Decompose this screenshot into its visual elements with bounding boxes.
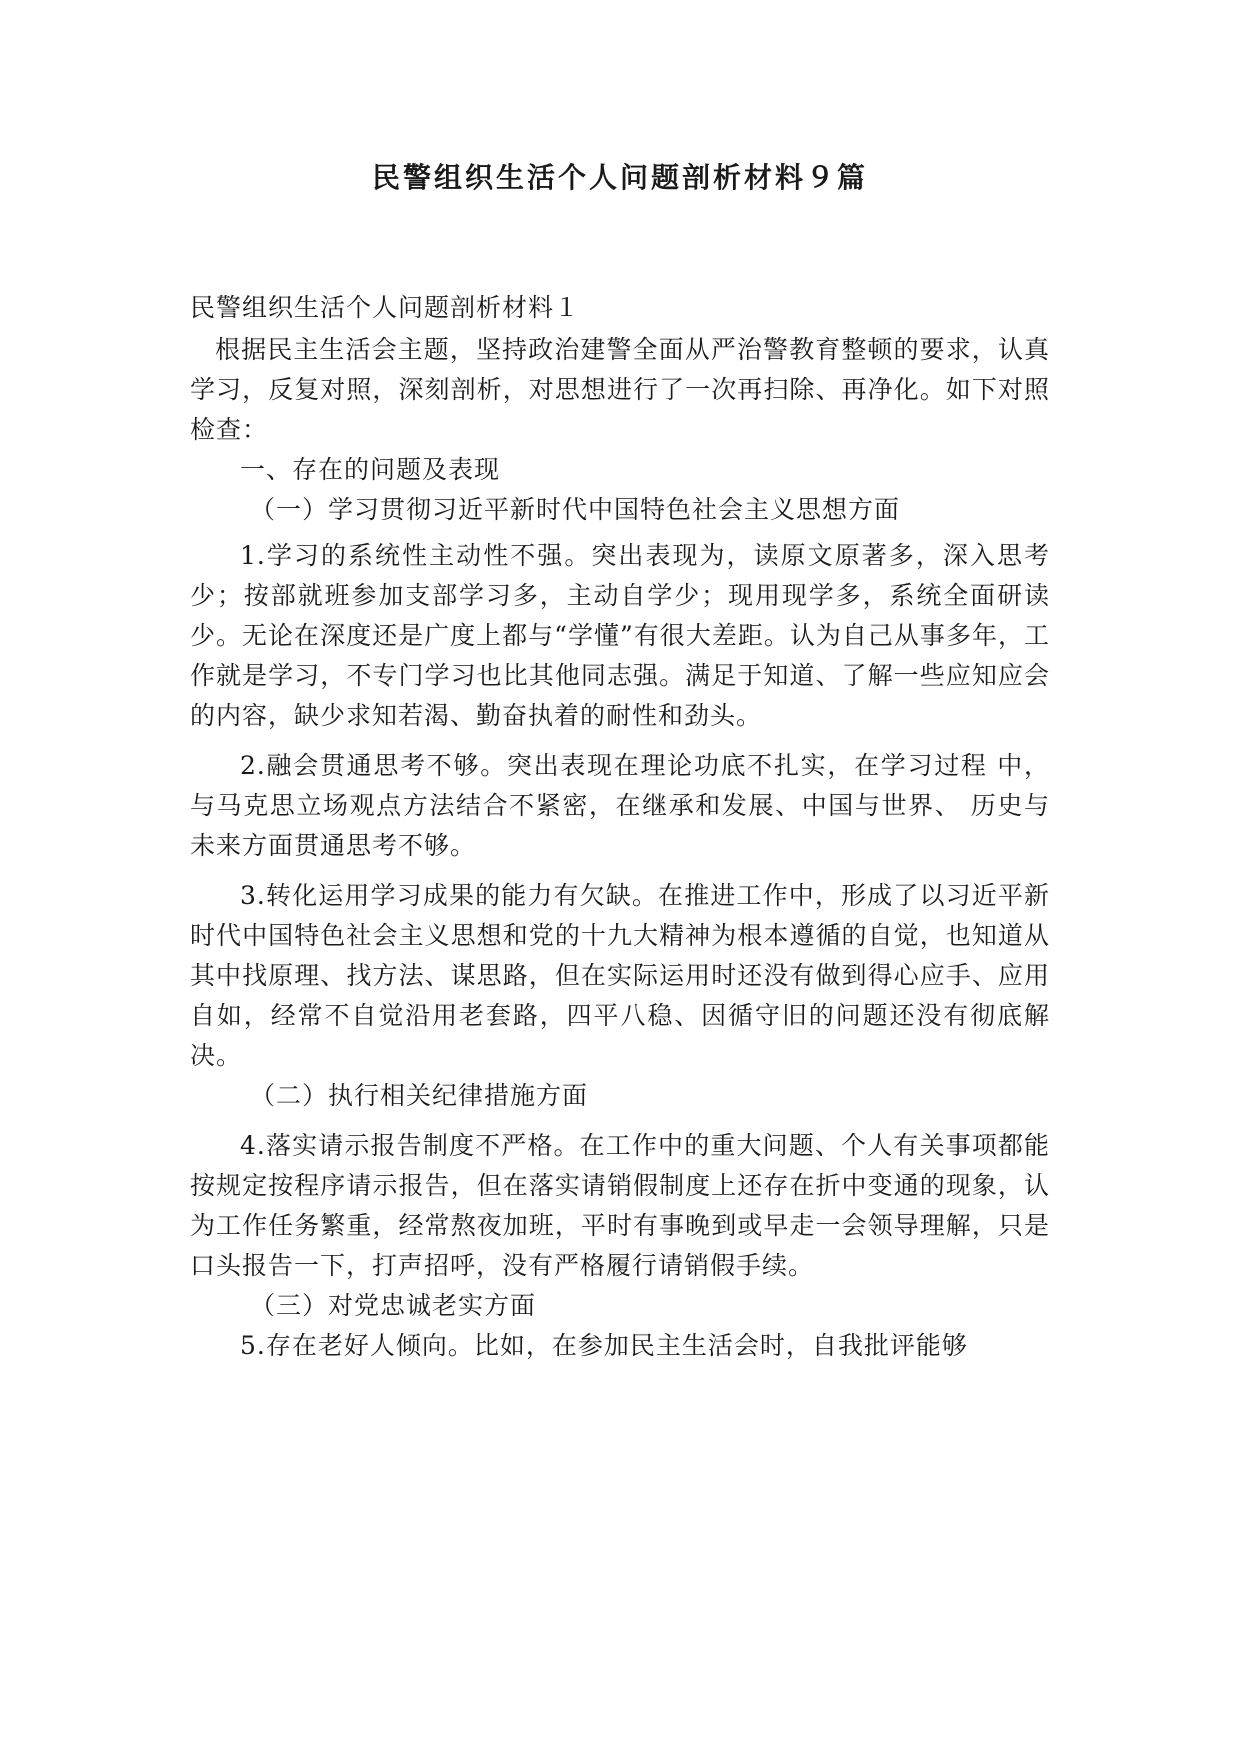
item-paragraph-3: 3.转化运用学习成果的能力有欠缺。在推进工作中，形成了以习近平新时代中国特色社会主义思想和党的十九大精神为根本遵循的自觉，也知道从其中找原理、找方法、谋思路，但在实际运用时还没有做到得心应手、应用自如，经常不自觉沿用老套路，四平八稳、因循守旧的问题还没有彻底解决。 bbox=[190, 881, 1050, 1070]
section-heading-1: 一、存在的问题及表现 bbox=[240, 455, 501, 484]
item-paragraph-1: 1.学习的系统性主动性不强。突出表现为，读原文原著多，深入思考少；按部就班参加支部学习多，主动自学少；现用现学多，系统全面研读少。无论在深度还是广度上都与“学懂”有很大差距。认为自己从事多年，工作就是学习，不专门学习也比其他同志强。满足于知道、了解一些应知应会的内容，缺少求知若渴、勤奋执着的耐性和劲头。 bbox=[190, 541, 1050, 730]
document-title: 民警组织生活个人问题剖析材料９篇 bbox=[371, 161, 868, 194]
item-paragraph-2: 2.融会贯通思考不够。突出表现在理论功底不扎实，在学习过程 中，与马克思立场观点方法结合不紧密，在继承和发展、中国与世界、 历史与未来方面贯通思考不够。 bbox=[190, 751, 1050, 860]
subsection-heading-2: （二）执行相关纪律措施方面 bbox=[250, 1081, 589, 1110]
item-paragraph-4: 4.落实请示报告制度不严格。在工作中的重大问题、个人有关事项都能按规定按程序请示报告，但在落实请销假制度上还存在折中变通的现象，认为工作任务繁重，经常熬夜加班，平时有事晚到或早走一会领导理解，只是口头报告一下，打声招呼，没有严格履行请销假手续。 bbox=[190, 1131, 1050, 1280]
item-paragraph-5: 5.存在老好人倾向。比如，在参加民主生活会时，自我批评能够 bbox=[240, 1331, 968, 1360]
intro-paragraph: 根据民主生活会主题，坚持政治建警全面从严治警教育整顿的要求，认真学习，反复对照，深刻剖析，对思想进行了一次再扫除、再净化。如下对照检查： bbox=[190, 335, 1050, 444]
document-body bbox=[190, 288, 1050, 1366]
subtitle: 民警组织生活个人问题剖析材料１ bbox=[190, 293, 581, 322]
subsection-heading-3: （三）对党忠诚老实方面 bbox=[250, 1291, 537, 1320]
subsection-heading-1: （一）学习贯彻习近平新时代中国特色社会主义思想方面 bbox=[250, 495, 901, 524]
